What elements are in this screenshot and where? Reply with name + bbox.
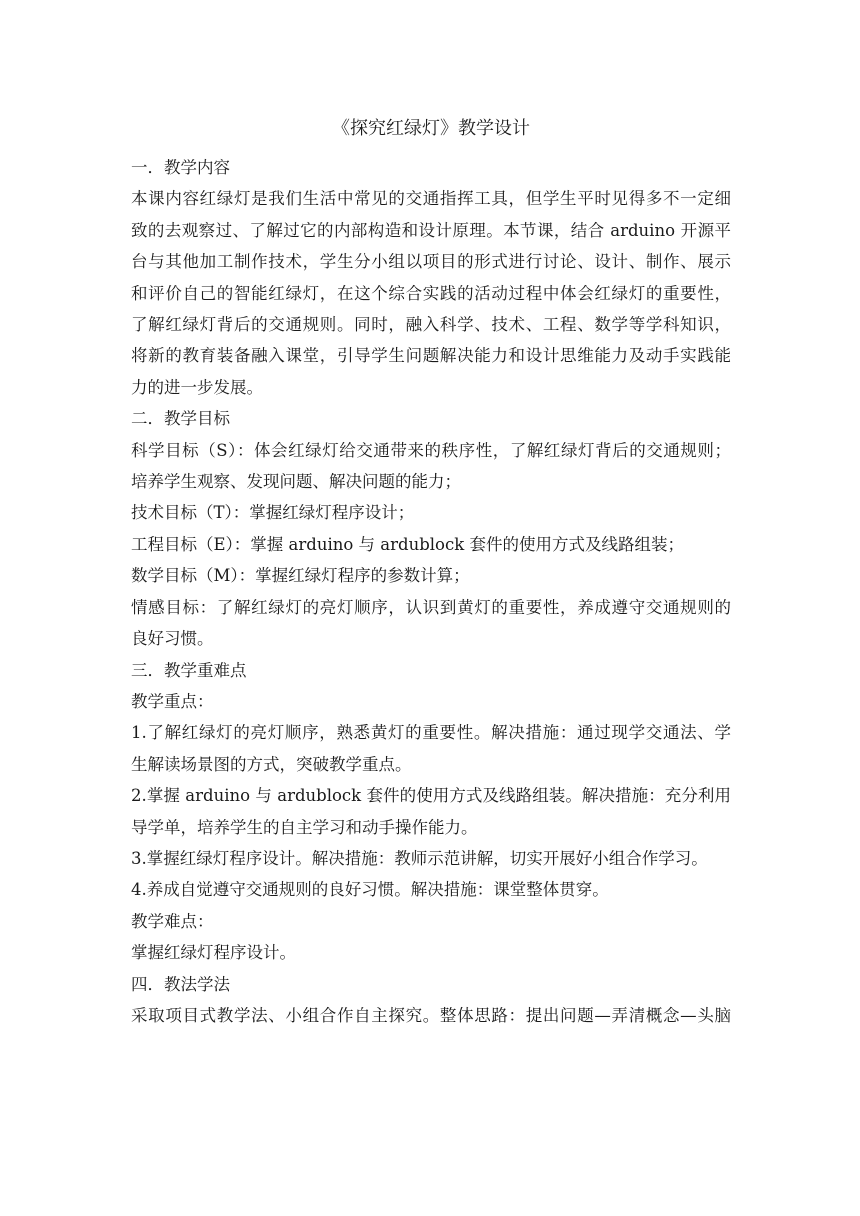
- document-title: 《探究红绿灯》教学设计: [332, 118, 530, 139]
- paragraph-line: 了解红绿灯背后的交通规则。同时，融入科学、技术、工程、数学等学科知识，: [131, 315, 731, 335]
- paragraph-line: 力的进一步发展。: [131, 377, 263, 397]
- paragraph-line: 致的去观察过、了解过它的内部构造和设计原理。本节课，结合 arduino 开源平: [131, 220, 731, 240]
- key-point-2-line: 2.掌握 arduino 与 ardublock 套件的使用方式及线路组装。解决措施：充分利用: [131, 786, 731, 806]
- section-heading-key-points: 三．教学重难点: [131, 660, 247, 680]
- key-point-4: 4.养成自觉遵守交通规则的良好习惯。解决措施：课堂整体贯穿。: [131, 880, 609, 900]
- math-objective: 数学目标（M）：掌握红绿灯程序的参数计算；: [131, 566, 470, 586]
- emotion-objective-line: 良好习惯。: [131, 629, 214, 649]
- key-point-2-line: 导学单，培养学生的自主学习和动手操作能力。: [131, 817, 478, 837]
- science-objective-line: 科学目标（S）：体会红绿灯给交通带来的秩序性，了解红绿灯背后的交通规则；: [131, 440, 731, 460]
- paragraph-line: 采取项目式教学法、小组合作自主探究。整体思路：提出问题—弄清概念—头脑: [131, 1005, 731, 1025]
- key-point-1-line: 生解读场景图的方式，突破教学重点。: [131, 754, 412, 774]
- difficulty-text: 掌握红绿灯程序设计。: [131, 943, 296, 963]
- key-point-1-line: 1.了解红绿灯的亮灯顺序，熟悉黄灯的重要性。解决措施：通过现学交通法、学: [131, 723, 731, 743]
- science-objective-line: 培养学生观察、发现问题、解决问题的能力；: [131, 472, 461, 492]
- document-body: [131, 114, 731, 1031]
- engineering-objective: 工程目标（E）：掌握 arduino 与 ardublock 套件的使用方式及线路组装；: [131, 534, 684, 554]
- difficulty-label: 教学难点：: [131, 911, 214, 931]
- section-heading-methods: 四．教法学法: [131, 974, 230, 994]
- emotion-objective-line: 情感目标：了解红绿灯的亮灯顺序，认识到黄灯的重要性，养成遵守交通规则的: [131, 597, 731, 617]
- section-heading-content: 一．教学内容: [131, 158, 230, 177]
- technology-objective: 技术目标（T）：掌握红绿灯程序设计；: [131, 503, 415, 523]
- section-heading-objectives: 二．教学目标: [131, 409, 230, 429]
- key-points-label: 教学重点：: [131, 691, 214, 711]
- key-point-3: 3.掌握红绿灯程序设计。解决措施：教师示范讲解，切实开展好小组合作学习。: [131, 848, 708, 868]
- paragraph-line: 本课内容红绿灯是我们生活中常见的交通指挥工具，但学生平时见得多不一定细: [131, 189, 731, 209]
- paragraph-line: 和评价自己的智能红绿灯，在这个综合实践的活动过程中体会红绿灯的重要性，: [131, 283, 731, 303]
- paragraph-line: 将新的教育装备融入课堂，引导学生问题解决能力和设计思维能力及动手实践能: [131, 346, 731, 366]
- paragraph-line: 台与其他加工制作技术，学生分小组以项目的形式进行讨论、设计、制作、展示: [131, 252, 731, 272]
